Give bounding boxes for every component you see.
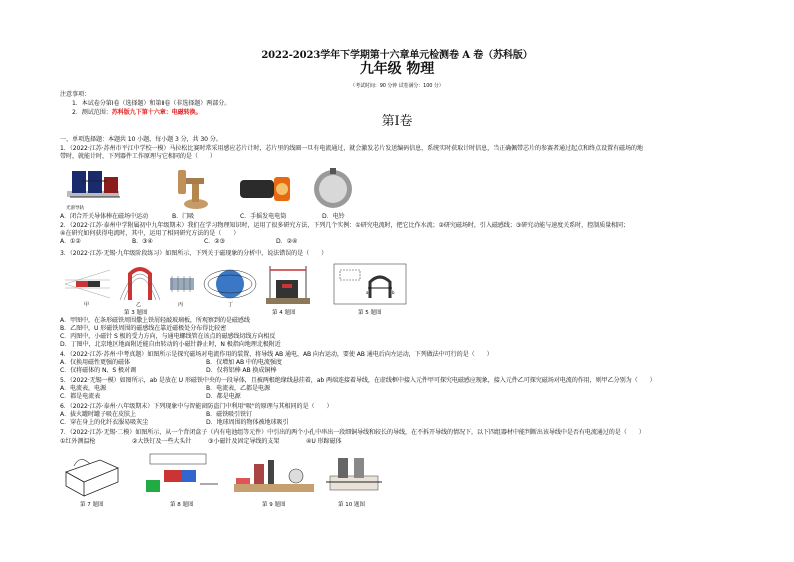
q4-option-c: C．仅将磁体的 N、S 极对调 <box>60 367 136 374</box>
section-heading: 一、单项选择题：本题共 10 小题，每小题 3 分，共 30 分。 <box>60 136 222 143</box>
q5-line-1: 5．（2022·无锡一模）如图所示，ab 是放在 U 形磁铁中央的一段导体，且被两根绝缘线悬挂着，ab 两端连接着导线，在虚线框中接入元件甲可探究电磁感应现象，接入元件乙可探究磁场对电流的作用，则甲乙分别为（ ） <box>60 377 656 384</box>
q3-line-1: 3．（2022·江苏·无锡·九年级阶段练习）如图所示，下列关于磁现象的分析中，说法错误的是（ ） <box>60 250 328 257</box>
q6-option-b: B．磁铁吸引铁钉 <box>206 411 253 418</box>
q1-line-2: 带时，就能计时，下列器件工作原理与它相同的是（ ） <box>60 153 216 160</box>
q3-option-b: B．乙图中，U 形磁铁周围的磁感线在靠近磁极处分布得比较密 <box>60 325 227 332</box>
q6-option-a: A．拔火罐时罐子吸在皮肤上 <box>60 411 136 418</box>
exam-subtitle: 九年级 物理 <box>359 61 435 77</box>
q6-option-d: D．地球周围的物体被地球吸引 <box>206 419 289 426</box>
q7-figure <box>60 450 124 498</box>
exam-title: 2022-2023学年下学期第十六章单元检测卷 A 卷（苏科版） <box>261 50 533 61</box>
q1-figure-a <box>62 163 128 213</box>
q7-option-2: ②大铁钉及一些大头针 <box>132 438 192 445</box>
q4-line-1: 4．（2022·江苏·苏州·中考真题）如图所示是探究磁场对电流作用的装置，将导线 AB 通电，AB 向右运动，要使 AB 通电后向左运动，下列做法中可行的是（ ） <box>60 351 493 358</box>
q1-line-1: 1．（2022·江苏·苏州市平江中学校一模）马拉松比赛时常采用感应芯片计时，芯片里的线圈一旦有电流通过，就会激发芯片发送编码信息，系统实时获取计时信息，当正确佩带芯片的参赛者通过起点和终点设置有磁场的地 <box>60 145 643 152</box>
q3-caption: 第 3 题图 <box>124 310 148 316</box>
q10-caption: 第 10 题图 <box>338 502 365 508</box>
q1-option-b: B．门吸 <box>172 213 195 220</box>
q5-option-b: B．电流表，乙都是电源 <box>206 385 271 392</box>
q8-figure <box>140 450 222 498</box>
q1-figure-b <box>172 166 212 212</box>
q5-caption: 第 5 题图 <box>358 310 382 316</box>
q2-option-d: D．②④ <box>276 238 298 245</box>
q2-option-a: A．①② <box>60 238 81 245</box>
q6-option-c: C．穿在身上的化纤衣服易吸灰尘 <box>60 419 149 426</box>
svg-text:光滑导轨: 光滑导轨 <box>66 206 84 211</box>
svg-text:乙: 乙 <box>136 302 142 308</box>
volume-heading: 第Ⅰ卷 <box>381 114 413 129</box>
q4-figure <box>262 262 314 308</box>
q2-line-1: 2．（2022·江苏·泰州中学附属初中九年级期末）我们在学习物理知识时，运用了很多研究方法，下列几个实例：①研究电流时，把它比作水流；②研究磁场时，引入磁感线；③研究动能与速度关系时，控制质量相同； <box>60 222 630 229</box>
q7-caption: 第 7 题图 <box>80 502 104 508</box>
q4-caption: 第 4 题图 <box>272 310 296 316</box>
notice-item-2: 2．测试范围：苏科版九下第十六章：电磁转换。 <box>72 109 202 116</box>
q2-option-c: C．②③ <box>204 238 225 245</box>
q1-option-d: D．电铃 <box>322 213 345 220</box>
notice-item-1: 1．本试卷分第Ⅰ卷（选择题）和第Ⅱ卷（非选择题）两部分。 <box>72 100 231 107</box>
q2-line-2: ④在研究如何获得电流时，其中，运用了相同研究方法的是（ ） <box>60 230 240 237</box>
q1-figure-d <box>310 166 356 212</box>
q1-figure-c <box>236 172 296 208</box>
q3-figure <box>60 260 258 308</box>
q9-figure <box>226 450 326 498</box>
q4-option-d: D．仅将铝棒 AB 换成铜棒 <box>206 367 277 374</box>
q2-option-b: B．③④ <box>132 238 153 245</box>
q8-caption: 第 8 题图 <box>170 502 194 508</box>
q5-figure <box>330 262 410 308</box>
svg-text:丙: 丙 <box>178 302 184 308</box>
q10-figure <box>322 450 386 498</box>
q1-option-a: A．闭合开关导体棒在磁场中运动 <box>60 213 148 220</box>
q5-option-a: A．电流表，电源 <box>60 385 107 392</box>
q5-option-c: C．都是电流表 <box>60 393 101 400</box>
q5-option-d: D．都是电源 <box>206 393 241 400</box>
exam-meta: （考试时间：90 分钟 试卷满分：100 分） <box>350 83 444 89</box>
svg-text:甲: 甲 <box>84 302 90 308</box>
svg-text:b: b <box>392 290 395 295</box>
q3-option-c: C．丙图中，小磁针 S 极的受力方向，与通电螺线管在该点的磁感线切线方向相反 <box>60 333 276 340</box>
q3-option-d: D．丁图中，北京地区地面附近能自由转动的小磁针静止时，N 极指向地理北极附近 <box>60 341 281 348</box>
q7-option-3: ③小磁针及固定导线的支架 <box>208 438 280 445</box>
q6-line-1: 6．（2022·江苏·泰州·八年级期末）下列现象中与智能窗防盗门中利用"吸"的原理与其相同的是（ ） <box>60 403 333 410</box>
q7-option-1: ①红外测温枪 <box>60 438 96 445</box>
q7-option-4: ④U 形蹄磁体 <box>306 438 342 445</box>
q1-option-c: C．手摇发电电筒 <box>240 213 287 220</box>
q9-caption: 第 9 题图 <box>262 502 286 508</box>
q4-option-b: B．仅增加 AB 中的电流强度 <box>206 359 282 366</box>
q7-line-1: 7．（2022·江苏·无锡·二模）如图所示，从一个背闭盒子（内有电池组等元件）中引出的两个小孔中串出一段细铜导线和较长的导线，在不拆开导线的情况下，以下四组器材中能判断出该导线中是否有电流通过的是（ ） <box>60 429 645 436</box>
q3-option-a: A．甲图中，在条形磁铁周围撒上铁屑轻敲玻璃板，所观察到的是磁感线 <box>60 317 250 324</box>
q4-option-a: A．仅换用磁性更强的磁体 <box>60 359 130 366</box>
svg-text:a: a <box>366 290 369 295</box>
svg-text:丁: 丁 <box>228 302 234 308</box>
notice-label: 注意事项： <box>60 91 90 98</box>
